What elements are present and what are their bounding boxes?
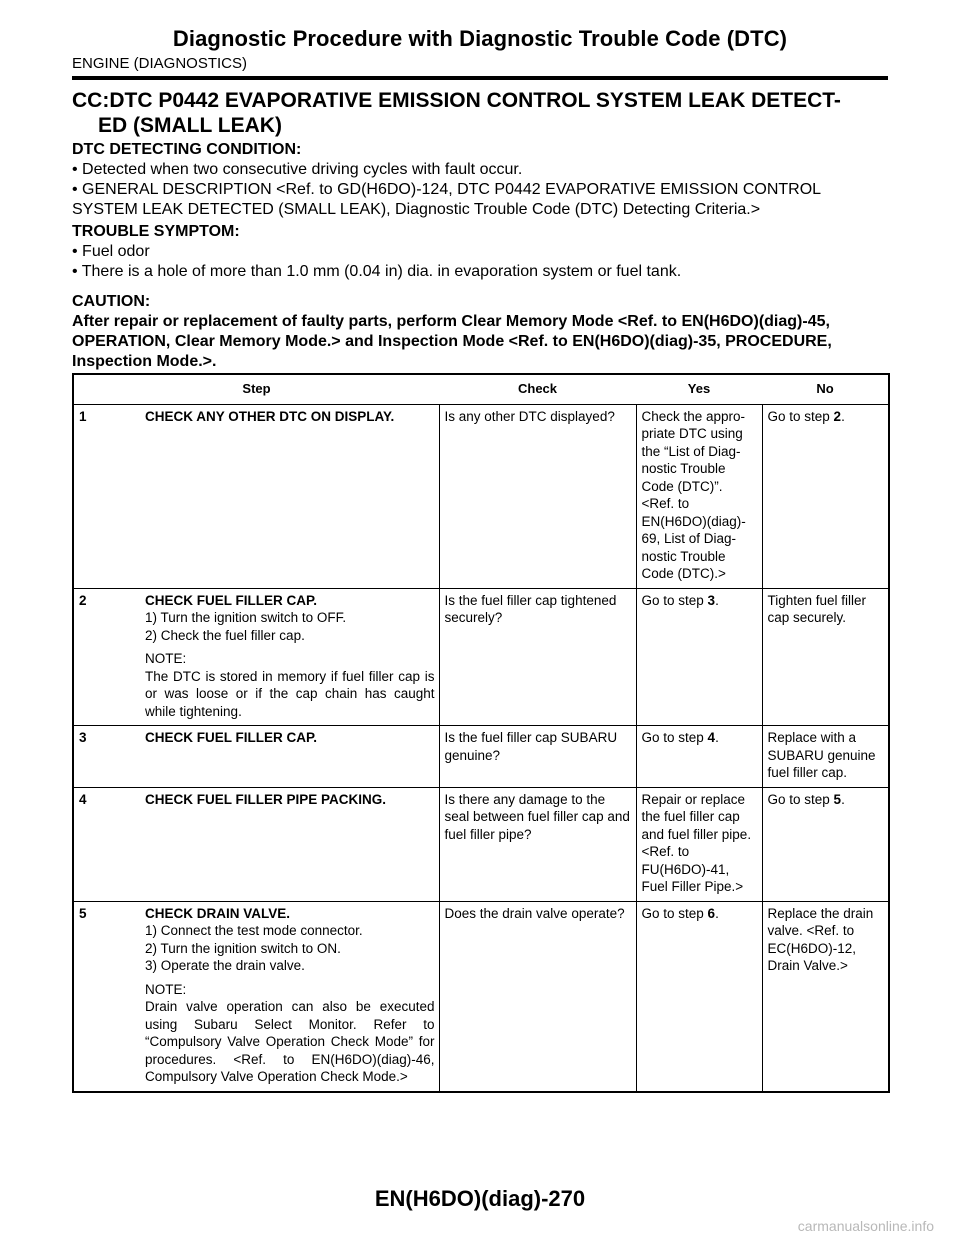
note-text: Drain valve operation can also be executed using Subaru Select Monitor. Refer to “Compulsory Valve Operation Check Mode” for procedures. <Ref. to EN(H6DO)(diag)-46, Compulsory Valve Operation Check Mode.> [145,999,435,1084]
yes-cell [636,588,762,726]
yes-line: <Ref. to [641,496,690,511]
check-cell: Is any other DTC displayed? [439,404,636,588]
step-note [79,981,435,1086]
page-number: EN(H6DO)(diag)-270 [374,1186,586,1211]
no-line: Drain Valve.> [767,958,848,973]
step-substep: 1) Turn the ignition switch to OFF. [145,610,347,625]
no-text: . [841,791,845,807]
check-line: fuel filler pipe? [444,826,532,842]
caution-line: After repair or replacement of faulty parts, perform Clear Memory Mode <Ref. to EN(H6DO)(diag)-45, [72,313,830,330]
no-line: fuel filler cap. [767,765,848,780]
step-title: CHECK ANY OTHER DTC ON DISPLAY. [145,408,395,424]
caution-line: Inspection Mode.>. [72,353,217,370]
no-line: Tighten fuel filler [767,592,867,608]
no-cell [762,901,889,1092]
diagnostic-steps-table [72,373,890,1093]
table-row [73,787,889,901]
no-text: Go to step [767,791,834,807]
column-header-step: Step [73,374,439,404]
trouble-symptom-item: • Fuel odor [72,243,150,260]
check-line: seal between fuel filler cap and [444,809,630,824]
yes-line: the fuel filler cap [641,809,740,824]
yes-text: . [715,730,719,745]
step-title: CHECK FUEL FILLER CAP. [145,730,318,745]
note-heading: NOTE: [145,981,187,997]
yes-line: priate DTC using [641,426,743,441]
note-heading: NOTE: [145,651,187,666]
yes-line: Repair or replace [641,791,746,807]
step-title: CHECK FUEL FILLER PIPE PACKING. [145,791,387,807]
section-title-line2: ED (SMALL LEAK) [98,114,282,137]
no-text: Go to step [767,408,834,424]
detecting-condition-ref-cont: SYSTEM LEAK DETECTED (SMALL LEAK), Diagnostic Trouble Code (DTC) Detecting Criteria.> [72,201,761,218]
step-link[interactable]: 6 [707,905,716,921]
yes-text: . [715,592,719,608]
step-link[interactable]: 4 [707,730,716,745]
detecting-condition-ref: • GENERAL DESCRIPTION <Ref. to GD(H6DO)-124, DTC P0442 EVAPORATIVE EMISSION CONTROL [72,181,822,198]
step-number: 3 [79,730,87,745]
check-cell [439,787,636,901]
trouble-symptom-heading: TROUBLE SYMPTOM: [72,223,240,240]
step-substep: 1) Connect the test mode connector. [145,923,363,938]
yes-text: Go to step [641,905,708,921]
no-line: Replace the drain [767,905,874,921]
no-line: Replace with a [767,730,857,745]
check-line: securely? [444,610,503,625]
no-cell [762,404,889,588]
yes-line: Code (DTC).> [641,566,726,581]
no-text: . [841,408,845,424]
step-title: CHECK DRAIN VALVE. [145,905,291,921]
note-text: The DTC is stored in memory if fuel filler cap is or was loose or if the cap chain has caught while tightening. [145,668,435,719]
check-line: genuine? [444,747,501,763]
caution-text [72,312,888,372]
yes-line: nostic Trouble [641,461,726,476]
column-header-no: No [762,374,889,404]
check-cell [439,588,636,726]
no-line: SUBARU genuine [767,747,876,763]
check-cell [439,726,636,788]
step-link[interactable]: 2 [833,408,842,424]
step-cell [73,726,439,788]
yes-line: the “List of Diag- [641,443,741,459]
no-cell [762,588,889,726]
step-note [79,650,435,720]
watermark: carmanualsonline.info [797,1218,934,1234]
yes-line: nostic Trouble [641,548,726,564]
page-header [72,20,888,80]
caution-line: OPERATION, Clear Memory Mode.> and Inspection Mode <Ref. to EN(H6DO)(diag)-35, PROCEDURE, [72,333,832,350]
step-number: 5 [79,905,87,921]
check-cell: Does the drain valve operate? [439,901,636,1092]
step-number: 4 [79,791,87,807]
step-cell [73,787,439,901]
step-substep: 2) Turn the ignition switch to ON. [145,940,341,956]
table-row [73,901,889,1092]
detecting-condition-item: • Detected when two consecutive driving cycles with fault occur. [72,161,523,178]
yes-cell [636,787,762,901]
no-cell [762,726,889,788]
yes-line: <Ref. to [641,844,690,859]
yes-line: Fuel Filler Pipe.> [641,879,744,894]
yes-line: Code (DTC)”. [641,478,723,494]
no-line: EC(H6DO)-12, [767,940,857,956]
section-title-line1: CC:DTC P0442 EVAPORATIVE EMISSION CONTROL SYSTEM LEAK DETECT- [72,89,841,112]
step-number: 2 [79,592,87,608]
table-header-row [73,374,889,404]
step-link[interactable]: 5 [833,791,842,807]
step-link[interactable]: 3 [707,592,716,608]
document-body [72,88,888,372]
yes-line: and fuel filler pipe. [641,826,752,842]
yes-cell [636,901,762,1092]
no-line: cap securely. [767,610,847,625]
step-cell [73,404,439,588]
column-header-yes: Yes [636,374,762,404]
yes-cell [636,726,762,788]
yes-cell [636,404,762,588]
detecting-condition-heading: DTC DETECTING CONDITION: [72,141,302,158]
check-line: Is the fuel filler cap tightened [444,592,617,608]
step-substep: 2) Check the fuel filler cap. [145,627,305,643]
trouble-symptom-item: • There is a hole of more than 1.0 mm (0.04 in) dia. in evaporation system or fuel tank. [72,263,682,280]
step-number: 1 [79,408,87,424]
no-cell [762,787,889,901]
step-title: CHECK FUEL FILLER CAP. [145,592,318,608]
column-header-check: Check [439,374,636,404]
yes-line: EN(H6DO)(diag)- [641,513,746,529]
yes-text: Go to step [641,592,708,608]
yes-line: FU(H6DO)-41, [641,861,730,877]
caution-heading: CAUTION: [72,293,151,310]
check-line: Is there any damage to the [444,791,606,807]
yes-line: 69, List of Diag- [641,531,737,546]
section-title [72,88,888,138]
page-header-title: Diagnostic Procedure with Diagnostic Trouble Code (DTC) [172,26,788,51]
yes-line: Check the appro- [641,408,746,424]
step-substep: 3) Operate the drain valve. [145,958,305,973]
page-header-subtitle: ENGINE (DIAGNOSTICS) [72,55,248,72]
step-cell [73,588,439,726]
step-cell [73,901,439,1092]
check-line: Is the fuel filler cap SUBARU [444,730,618,745]
no-line: valve. <Ref. to [767,923,855,938]
table-row [73,404,889,588]
yes-text: Go to step [641,730,708,745]
header-divider [72,76,888,80]
table-row [73,588,889,726]
yes-text: . [715,905,719,921]
table-row [73,726,889,788]
